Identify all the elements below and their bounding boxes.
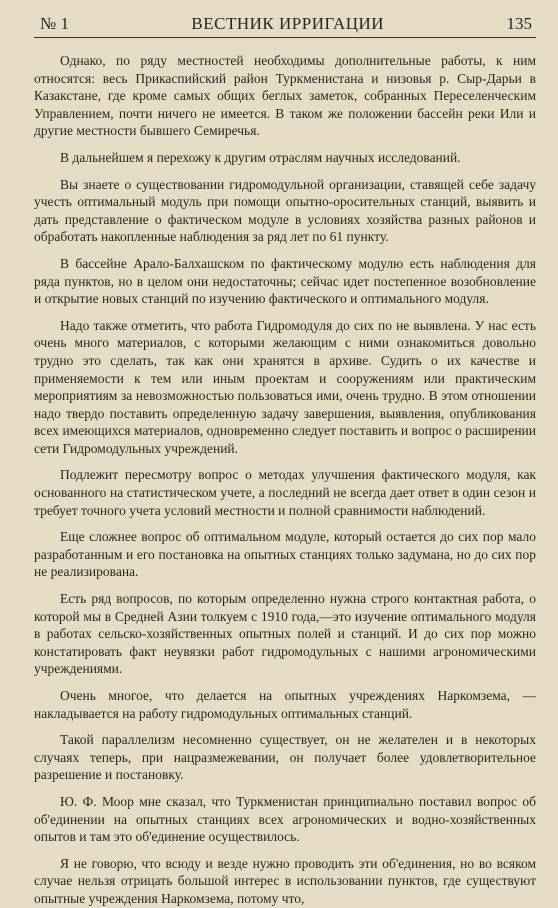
running-header [34,14,536,38]
paragraph: Очень многое, что делается на опытных учреждениях Наркомзема, —накладывается на работу гидромодульных оптимальных станций. [34,688,536,721]
issue-number: № 1 [40,14,69,33]
page-number: 135 [506,14,532,33]
paragraph: Подлежит пересмотру вопрос о методах улучшения фактического модуля, как основанного на статистическом учете, а последний не всегда дает ответ в один сезон и требует точного учета условий местности и полной сравнимости наблюдений. [34,467,536,518]
paragraph: Я не говорю, что всюду и везде нужно проводить эти об'единения, но во всяком случае нельзя отрицать большой интерес в использовании пунктов, где существуют опытные учреждения Наркомзема, потому что, [34,855,536,906]
paragraph: Надо также отметить, что работа Гидромодуля до сих по не выявлена. У нас есть очень много материалов, с которыми желающим с ними ознакомиться довольно трудно это сделать, так как они хранятся в архиве. Судить о их качестве и применяемости к тем или иным проектам и сооружениям или практическим мероприятиям за невозможностью пользоваться ими, очень трудно. В этом отношении надо твердо поставить определенную задачу завершения, выявления, опубликования всех имеющихся материалов, одновременно следует поставить и вопрос о расширении сети Гидромодульных учреждений. [34,317,536,456]
paragraph: В бассейне Арало-Балхашском по фактическому модулю есть наблюдения для ряда пунктов, но в целом они недостаточны; сейчас идет постепенное возобновление и открытие новых станций по изучению фактического и оптимального модуля. [34,255,536,307]
paragraph: В дальнейшем я перехожу к другим отраслям научных исследований. [60,149,461,165]
paragraph: Однако, по ряду местностей необходимы дополнительные работы, к ним относятся: весь Прикаспийский район Туркменистана и низовья р. Сыр-Дарьи в Казакстане, где кроме самых общих беглых заметок, собранных Переселенческим Управлением, почти ничего не имеется. В таком же положении бассейн реки Или и другие местности бывшего Семиречья. [34,53,536,139]
paragraph: Есть ряд вопросов, по которым определенно нужна строго контактная работа, о которой мы в Средней Азии толкуем с 1910 года,—это изучение оптимального модуля в работах сельско-хозяйственных опытных полей и станций. И до сих пор можно констатировать факт неувязки работ гидромодульных с нашими агрономическими учреждениями. [34,591,536,677]
journal-title: ВЕСТНИК ИРРИГАЦИИ [191,14,385,33]
paragraph: Вы знаете о существовании гидромодульной организации, ставящей себе задачу учесть оптимальный модуль при помощи опытно-оросительных станций, выявить и дать представление о фактическом модуле в условиях хозяйства разных районов и обработать накопленные наблюдения за ряд лет по 61 пункту. [34,176,536,245]
paragraph: Еще сложнее вопрос об оптимальном модуле, который остается до сих пор мало разработанным и его постановка на опытных станциях только задумана, но до сих пор не реализирована. [34,529,536,580]
article-body [34,52,536,908]
paragraph: Такой параллелизм несомненно существует, он не желателен и в некоторых случаях теперь, при нацразмежевании, он получает более удовлетворительное разрешение и постановку. [34,732,536,783]
paragraph: Ю. Ф. Моор мне сказал, что Туркменистан принципиально поставил вопрос об об'единении на опытных станциях всех агрономических и водно-хозяйственных опытов и там это об'единение осуществилось. [34,793,536,845]
